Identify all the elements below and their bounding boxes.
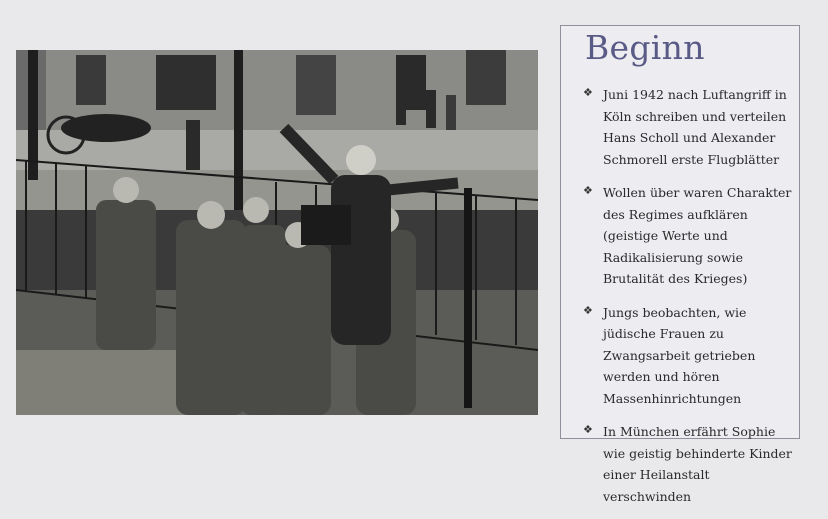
- bullet-text: In München erfährt Sophie wie geistig behinderte Kinder einer Heilanstalt verschwinden: [603, 424, 792, 504]
- diamond-bullet-icon: ❖: [583, 184, 593, 197]
- bullet-item: [581, 182, 793, 290]
- bullet-item: [581, 421, 793, 507]
- diamond-bullet-icon: ❖: [583, 86, 593, 99]
- diamond-bullet-icon: ❖: [583, 303, 593, 317]
- diamond-bullet-icon: ❖: [583, 423, 593, 436]
- photo-illustration: [16, 50, 538, 415]
- historical-photo: [16, 50, 538, 415]
- bullet-text: Jungs beobachten, wie jüdische Frauen zu Zwangsarbeit getrieben werden und hören Massenhinrichtungen: [603, 304, 756, 406]
- slide-title: Beginn: [585, 28, 705, 67]
- bullet-text: Juni 1942 nach Luftangriff in Köln schreiben und verteilen Hans Scholl und Alexander Schmorell erste Flugblätter: [603, 87, 787, 167]
- bullet-text: Wollen über waren Charakter des Regimes aufklären (geistige Werte und Radikalisierung sowie Brutalität des Krieges): [603, 185, 792, 286]
- bullet-item: [581, 84, 793, 170]
- text-panel: [560, 25, 800, 504]
- bullet-list: [581, 84, 793, 519]
- bullet-item: [581, 302, 793, 410]
